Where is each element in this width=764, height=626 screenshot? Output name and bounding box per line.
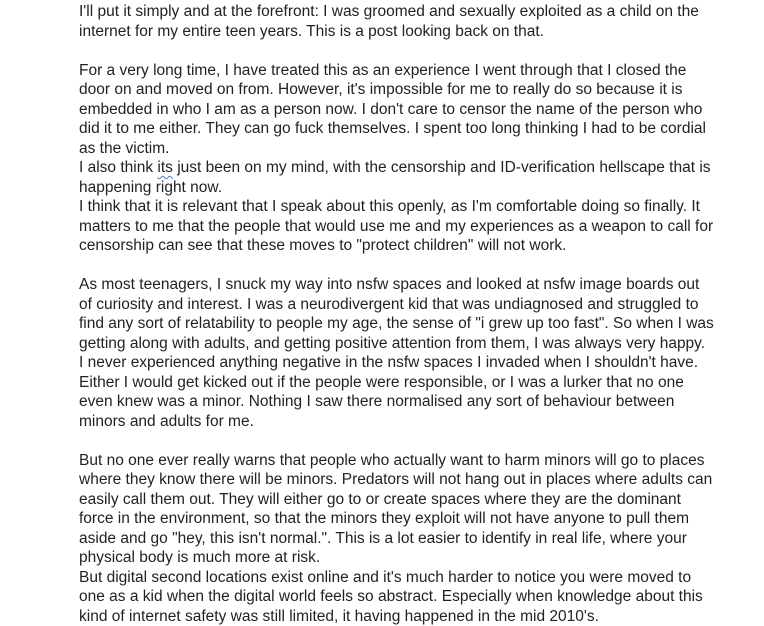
text-line: force in the environment, so that the minors they exploit will not have anyone to pull them: [79, 510, 690, 527]
text-line: easily call them out. They will either go to or create spaces where they are the dominant: [79, 490, 681, 508]
text-line: [79, 158, 711, 178]
text-line: censorship can see that these moves to "protect children" will not work.: [79, 237, 567, 254]
text-line: door on and moved on from. However, it's impossible for me to really do so because it is: [79, 81, 683, 98]
text-line: matters to me that the people that would use me and my experiences as a weapon to call for: [79, 217, 714, 235]
text-line: embedded in who I am as a person now. I don't care to censor the name of the person who: [79, 100, 703, 118]
text-line: minors and adults for me.: [79, 412, 254, 430]
text-line: where they know there will be minors. Predators will not hang out in places where adults can: [79, 471, 713, 488]
text-line: physical body is much more at risk.: [79, 549, 321, 566]
text-line: As most teenagers, I snuck my way into nsfw spaces and looked at nsfw image boards out: [79, 276, 700, 293]
text-line: happening right now.: [79, 178, 223, 196]
text-line: I never experienced anything negative in the nsfw spaces I invaded when I shouldn't have.: [79, 354, 699, 371]
text-line: But digital second locations exist online and it's much harder to notice you were moved to: [79, 568, 692, 586]
text-line: Either I would get kicked out if the people were responsible, or I was a lurker that no one: [79, 373, 684, 391]
text-segment: I also think: [79, 159, 158, 176]
text-line: internet for my entire teen years. This is a post looking back on that.: [79, 22, 544, 40]
text-line: did it to me either. They can go fuck themselves. I spent too long thinking I had to be cordial: [79, 120, 706, 137]
text-line: one as a kid when the digital world feels so abstract. Especially when knowledge about this: [79, 588, 703, 605]
text-line: aside and go "hey, this isn't normal.". This is a lot easier to identify in real life, where your: [79, 529, 687, 547]
text-line: as the victim.: [79, 139, 170, 157]
text-line: of curiosity and interest. I was a neurodivergent kid that was undiagnosed and struggled to: [79, 295, 699, 313]
spellcheck-flagged-word[interactable]: its: [157, 159, 173, 176]
text-line: find any sort of relatability to people my age, the sense of "i grew up too fast". So when I was: [79, 315, 714, 332]
text-line: But no one ever really warns that people who actually want to harm minors will go to places: [79, 451, 705, 469]
text-line: I think that it is relevant that I speak about this openly, as I'm comfortable doing so finally. It: [79, 198, 700, 215]
text-segment: just been on my mind, with the censorship and ID-verification hellscape that is: [172, 159, 711, 176]
text-line: even knew was a minor. Nothing I saw there normalised any sort of behaviour between: [79, 393, 675, 410]
text-line: getting along with adults, and getting positive attention from them, I was always very happy.: [79, 334, 706, 352]
text-line: I'll put it simply and at the forefront: I was groomed and sexually exploited as a child on the: [79, 3, 699, 20]
text-line: kind of internet safety was still limited, it having happened in the mid 2010's.: [79, 607, 599, 625]
text-line: For a very long time, I have treated this as an experience I went through that I closed the: [79, 61, 687, 79]
